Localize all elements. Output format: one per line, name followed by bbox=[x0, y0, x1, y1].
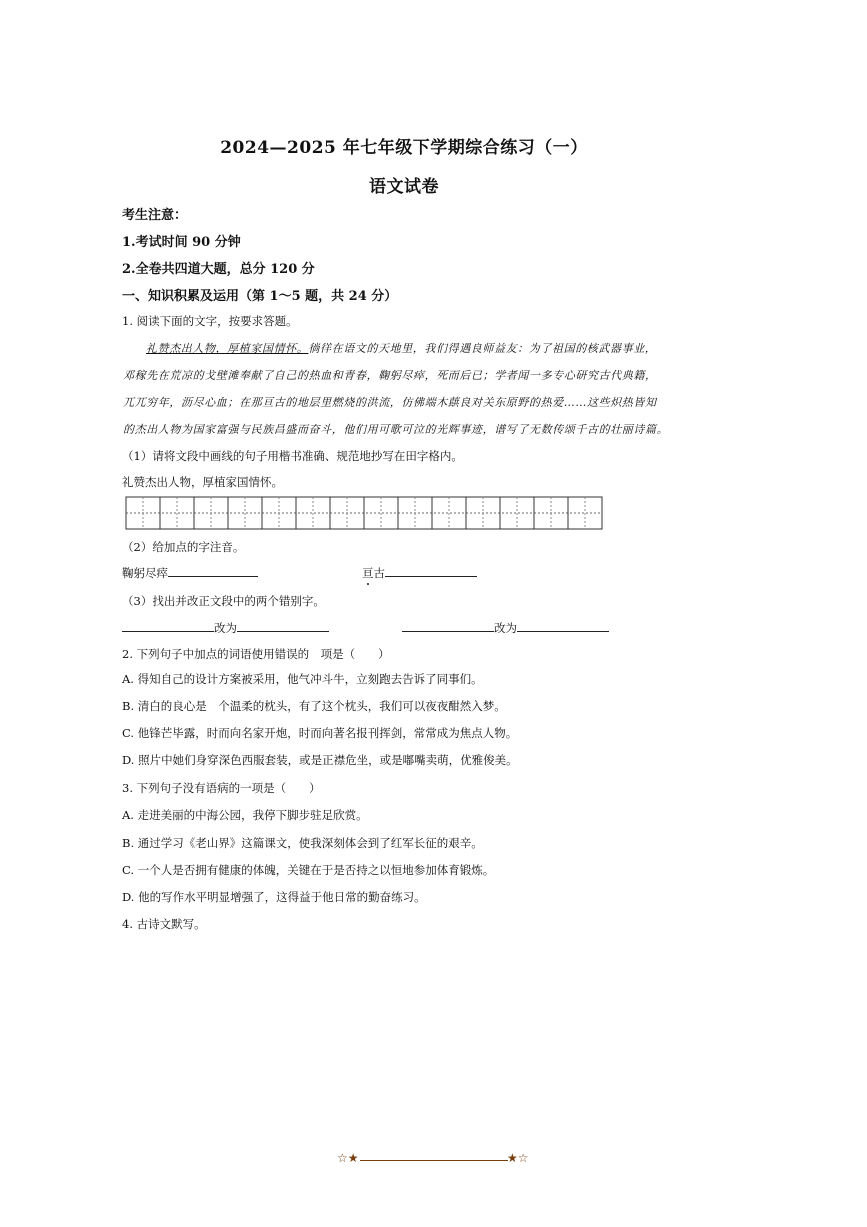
question-stem: 2. 下列句子中加点的词语使用错误的 项是（ ） bbox=[122, 647, 390, 661]
passage-line: 邓稼先在荒凉的戈壁滩奉献了自己的热血和青春，鞠躬尽瘁，死而后已；学者闻一多专心研究古代典籍， bbox=[123, 369, 657, 382]
notice-item: 2.全卷共四道大题，总分 120 分 bbox=[122, 262, 315, 277]
option-c[interactable]: C. 一个人是否拥有健康的体魄，关键在于是否持之以恒地参加体育锻炼。 bbox=[122, 863, 495, 877]
notice-heading: 考生注意： bbox=[122, 208, 188, 223]
question-stem: 4. 古诗文默写。 bbox=[122, 917, 206, 931]
answer-blank[interactable] bbox=[237, 620, 329, 632]
question-stem: 1. 阅读下面的文字，按要求答题。 bbox=[122, 314, 298, 328]
answer-blank[interactable] bbox=[168, 565, 258, 577]
pinyin-item: 鞠躬尽瘁 bbox=[122, 565, 258, 581]
copy-sentence: 礼赞杰出人物，厚植家国情怀。 bbox=[122, 475, 283, 489]
page-title: 2024—2025 年七年级下学期综合练习（一） bbox=[220, 138, 588, 158]
sub-question: （2）给加点的字注音。 bbox=[122, 540, 245, 554]
section-heading: 一、知识积累及运用（第 1～5 题，共 24 分） bbox=[122, 289, 398, 304]
option-a[interactable]: A. 得知自己的设计方案被采用，他气冲斗牛，立刻跑去告诉了同事们。 bbox=[122, 672, 483, 686]
answer-blank[interactable] bbox=[517, 620, 609, 632]
answer-blank[interactable] bbox=[402, 620, 494, 632]
passage-line: 的杰出人物为国家富强与民族昌盛而奋斗，他们用可歌可泣的光辉事迹，谱写了无数传颂千古的壮丽诗篇。 bbox=[123, 423, 669, 436]
option-c[interactable]: C. 他锋芒毕露，时而向名家开炮，时而向著名报刊挥剑，常常成为焦点人物。 bbox=[122, 726, 518, 740]
pinyin-item: 亘古 bbox=[362, 565, 477, 581]
passage-line: 兀兀穷年，沥尽心血；在那亘古的地层里燃烧的洪流，仿佛端木蕻良对关东原野的热爱……这些炽热皆知 bbox=[123, 396, 657, 409]
notice-item: 1.考试时间 90 分钟 bbox=[122, 235, 241, 250]
option-b[interactable]: B. 通过学习《老山界》这篇课文，使我深刻体会到了红军长征的艰辛。 bbox=[122, 836, 483, 850]
passage-line: 礼赞杰出人物，厚植家国情怀。徜徉在语文的天地里，我们得遇良师益友：为了祖国的核武器事业， bbox=[146, 342, 657, 355]
page-subtitle: 语文试卷 bbox=[369, 177, 439, 197]
tianzige-grid[interactable] bbox=[125, 496, 603, 530]
star-left-icon: ☆★ bbox=[337, 1151, 359, 1165]
option-d[interactable]: D. 他的写作水平明显增强了，这得益于他日常的勤奋练习。 bbox=[122, 890, 426, 904]
question-stem: 3. 下列句子没有语病的一项是（ ） bbox=[122, 781, 321, 795]
option-d[interactable]: D. 照片中她们身穿深色西服套装，或是正襟危坐，或是嘟嘴卖萌，优雅俊美。 bbox=[122, 753, 518, 767]
sub-question: （1）请将文段中画线的句子用楷书准确、规范地抄写在田字格内。 bbox=[122, 449, 463, 463]
footer-divider bbox=[360, 1160, 508, 1161]
option-a[interactable]: A. 走进美丽的中海公园，我停下脚步驻足欣赏。 bbox=[122, 808, 368, 822]
underlined-sentence: 礼赞杰出人物，厚植家国情怀。 bbox=[146, 342, 309, 355]
correction-item: 改为 bbox=[122, 620, 329, 636]
correction-item: 改为 bbox=[402, 620, 609, 636]
star-right-icon: ★☆ bbox=[507, 1151, 529, 1165]
answer-blank[interactable] bbox=[122, 620, 214, 632]
option-b[interactable]: B. 清白的良心是 个温柔的枕头，有了这个枕头，我们可以夜夜酣然入梦。 bbox=[122, 699, 506, 713]
answer-blank[interactable] bbox=[385, 565, 477, 577]
sub-question: （3）找出并改正文段中的两个错别字。 bbox=[122, 594, 325, 608]
